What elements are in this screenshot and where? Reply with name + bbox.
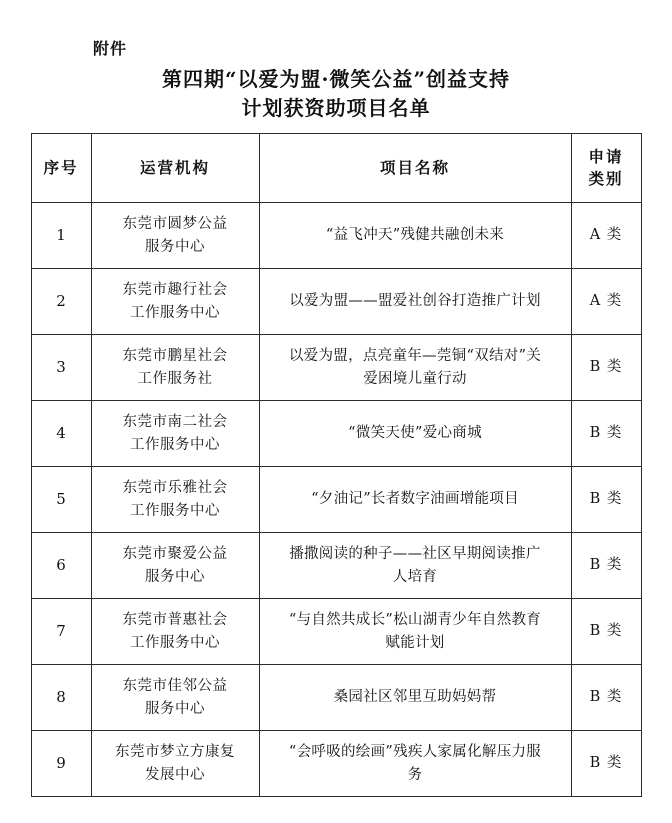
table-row [31,401,641,467]
cell-seq: 9 [31,731,91,797]
cell-type: B 类 [571,731,641,797]
cell-org [91,599,259,665]
cell-org-line-1: 东莞市南二社会 [122,414,228,431]
cell-org [91,401,259,467]
cell-org-line-1: 东莞市乐雅社会 [122,480,228,497]
cell-seq: 2 [31,269,91,335]
cell-project [259,467,571,533]
cell-org-line-1: 东莞市鹏星社会 [122,348,228,365]
cell-seq: 4 [31,401,91,467]
cell-org-line-1: 东莞市聚爱公益 [122,546,228,563]
cell-seq: 6 [31,533,91,599]
cell-type: A 类 [571,203,641,269]
cell-project [259,269,571,335]
column-header-type [571,134,641,203]
cell-project-line-1: “与自然共成长”松山湖青少年自然教育 [288,612,542,629]
cell-org [91,731,259,797]
cell-org-line-1: 东莞市普惠社会 [122,612,228,629]
cell-project-line-1: “夕油记”长者数字油画增能项目 [311,491,519,508]
cell-project-line-1: 以爱为盟——盟爱社创谷打造推广计划 [289,293,541,310]
table-row [31,269,641,335]
cell-type: A 类 [571,269,641,335]
cell-type: B 类 [571,401,641,467]
table-row [31,203,641,269]
cell-seq: 8 [31,665,91,731]
table-row [31,467,641,533]
cell-type: B 类 [571,533,641,599]
cell-org-line-2: 工作服务中心 [130,304,220,321]
attachment-label: 附件 [93,39,128,58]
table-row [31,665,641,731]
page-title [30,65,642,123]
cell-project [259,665,571,731]
cell-org [91,335,259,401]
cell-seq: 5 [31,467,91,533]
cell-org-line-2: 工作服务中心 [130,502,220,519]
cell-project [259,731,571,797]
cell-org-line-2: 工作服务中心 [130,436,220,453]
cell-org [91,269,259,335]
cell-org-line-2: 服务中心 [145,700,205,717]
cell-project-line-2: 爱困境儿童行动 [363,370,467,387]
cell-project-line-1: “微笑天使”爱心商城 [348,425,482,442]
column-header-org: 运营机构 [91,134,259,203]
cell-org-line-1: 东莞市圆梦公益 [122,216,228,233]
column-header-type-line-1: 申请 [588,147,624,167]
cell-seq: 3 [31,335,91,401]
cell-org-line-2: 工作服务社 [137,370,213,387]
cell-project [259,401,571,467]
cell-seq: 7 [31,599,91,665]
cell-org [91,665,259,731]
cell-project [259,335,571,401]
cell-seq: 1 [31,203,91,269]
cell-org-line-2: 工作服务中心 [130,634,220,651]
cell-project [259,203,571,269]
cell-project-line-1: 以爱为盟，点亮童年—莞铜“双结对”关 [288,348,542,365]
cell-project-line-1: 播撒阅读的种子——社区早期阅读推广 [289,546,541,563]
table-row [31,599,641,665]
cell-org-line-1: 东莞市佳邻公益 [122,678,228,695]
column-header-project: 项目名称 [259,134,571,203]
cell-project [259,599,571,665]
cell-project [259,533,571,599]
cell-project-line-1: “益飞冲天”残健共融创未来 [325,227,505,244]
cell-org-line-1: 东莞市梦立方康复 [115,744,235,761]
cell-project-line-1: “会呼吸的绘画”残疾人家属化解压力服 [288,744,542,761]
table-header-row [31,134,641,203]
page-title-line-2: 计划获资助项目名单 [241,96,431,120]
cell-org [91,203,259,269]
cell-org-line-2: 服务中心 [145,238,205,255]
cell-org [91,533,259,599]
cell-project-line-1: 桑园社区邻里互助妈妈帮 [333,689,497,706]
cell-type: B 类 [571,335,641,401]
cell-type: B 类 [571,599,641,665]
cell-project-line-2: 人培育 [392,568,438,585]
cell-type: B 类 [571,467,641,533]
column-header-seq: 序号 [31,134,91,203]
page-title-line-1: 第四期“以爱为盟·微笑公益”创益支持 [162,67,510,91]
column-header-type-line-2: 类别 [588,169,624,188]
table-row [31,335,641,401]
table-row [31,533,641,599]
cell-org-line-1: 东莞市趣行社会 [122,282,228,299]
cell-org [91,467,259,533]
cell-org-line-2: 服务中心 [145,568,205,585]
cell-type: B 类 [571,665,641,731]
cell-org-line-2: 发展中心 [145,766,205,783]
cell-project-line-2: 务 [407,766,423,783]
cell-project-line-2: 赋能计划 [385,634,445,651]
project-list-table [31,133,642,797]
table-row [31,731,641,797]
